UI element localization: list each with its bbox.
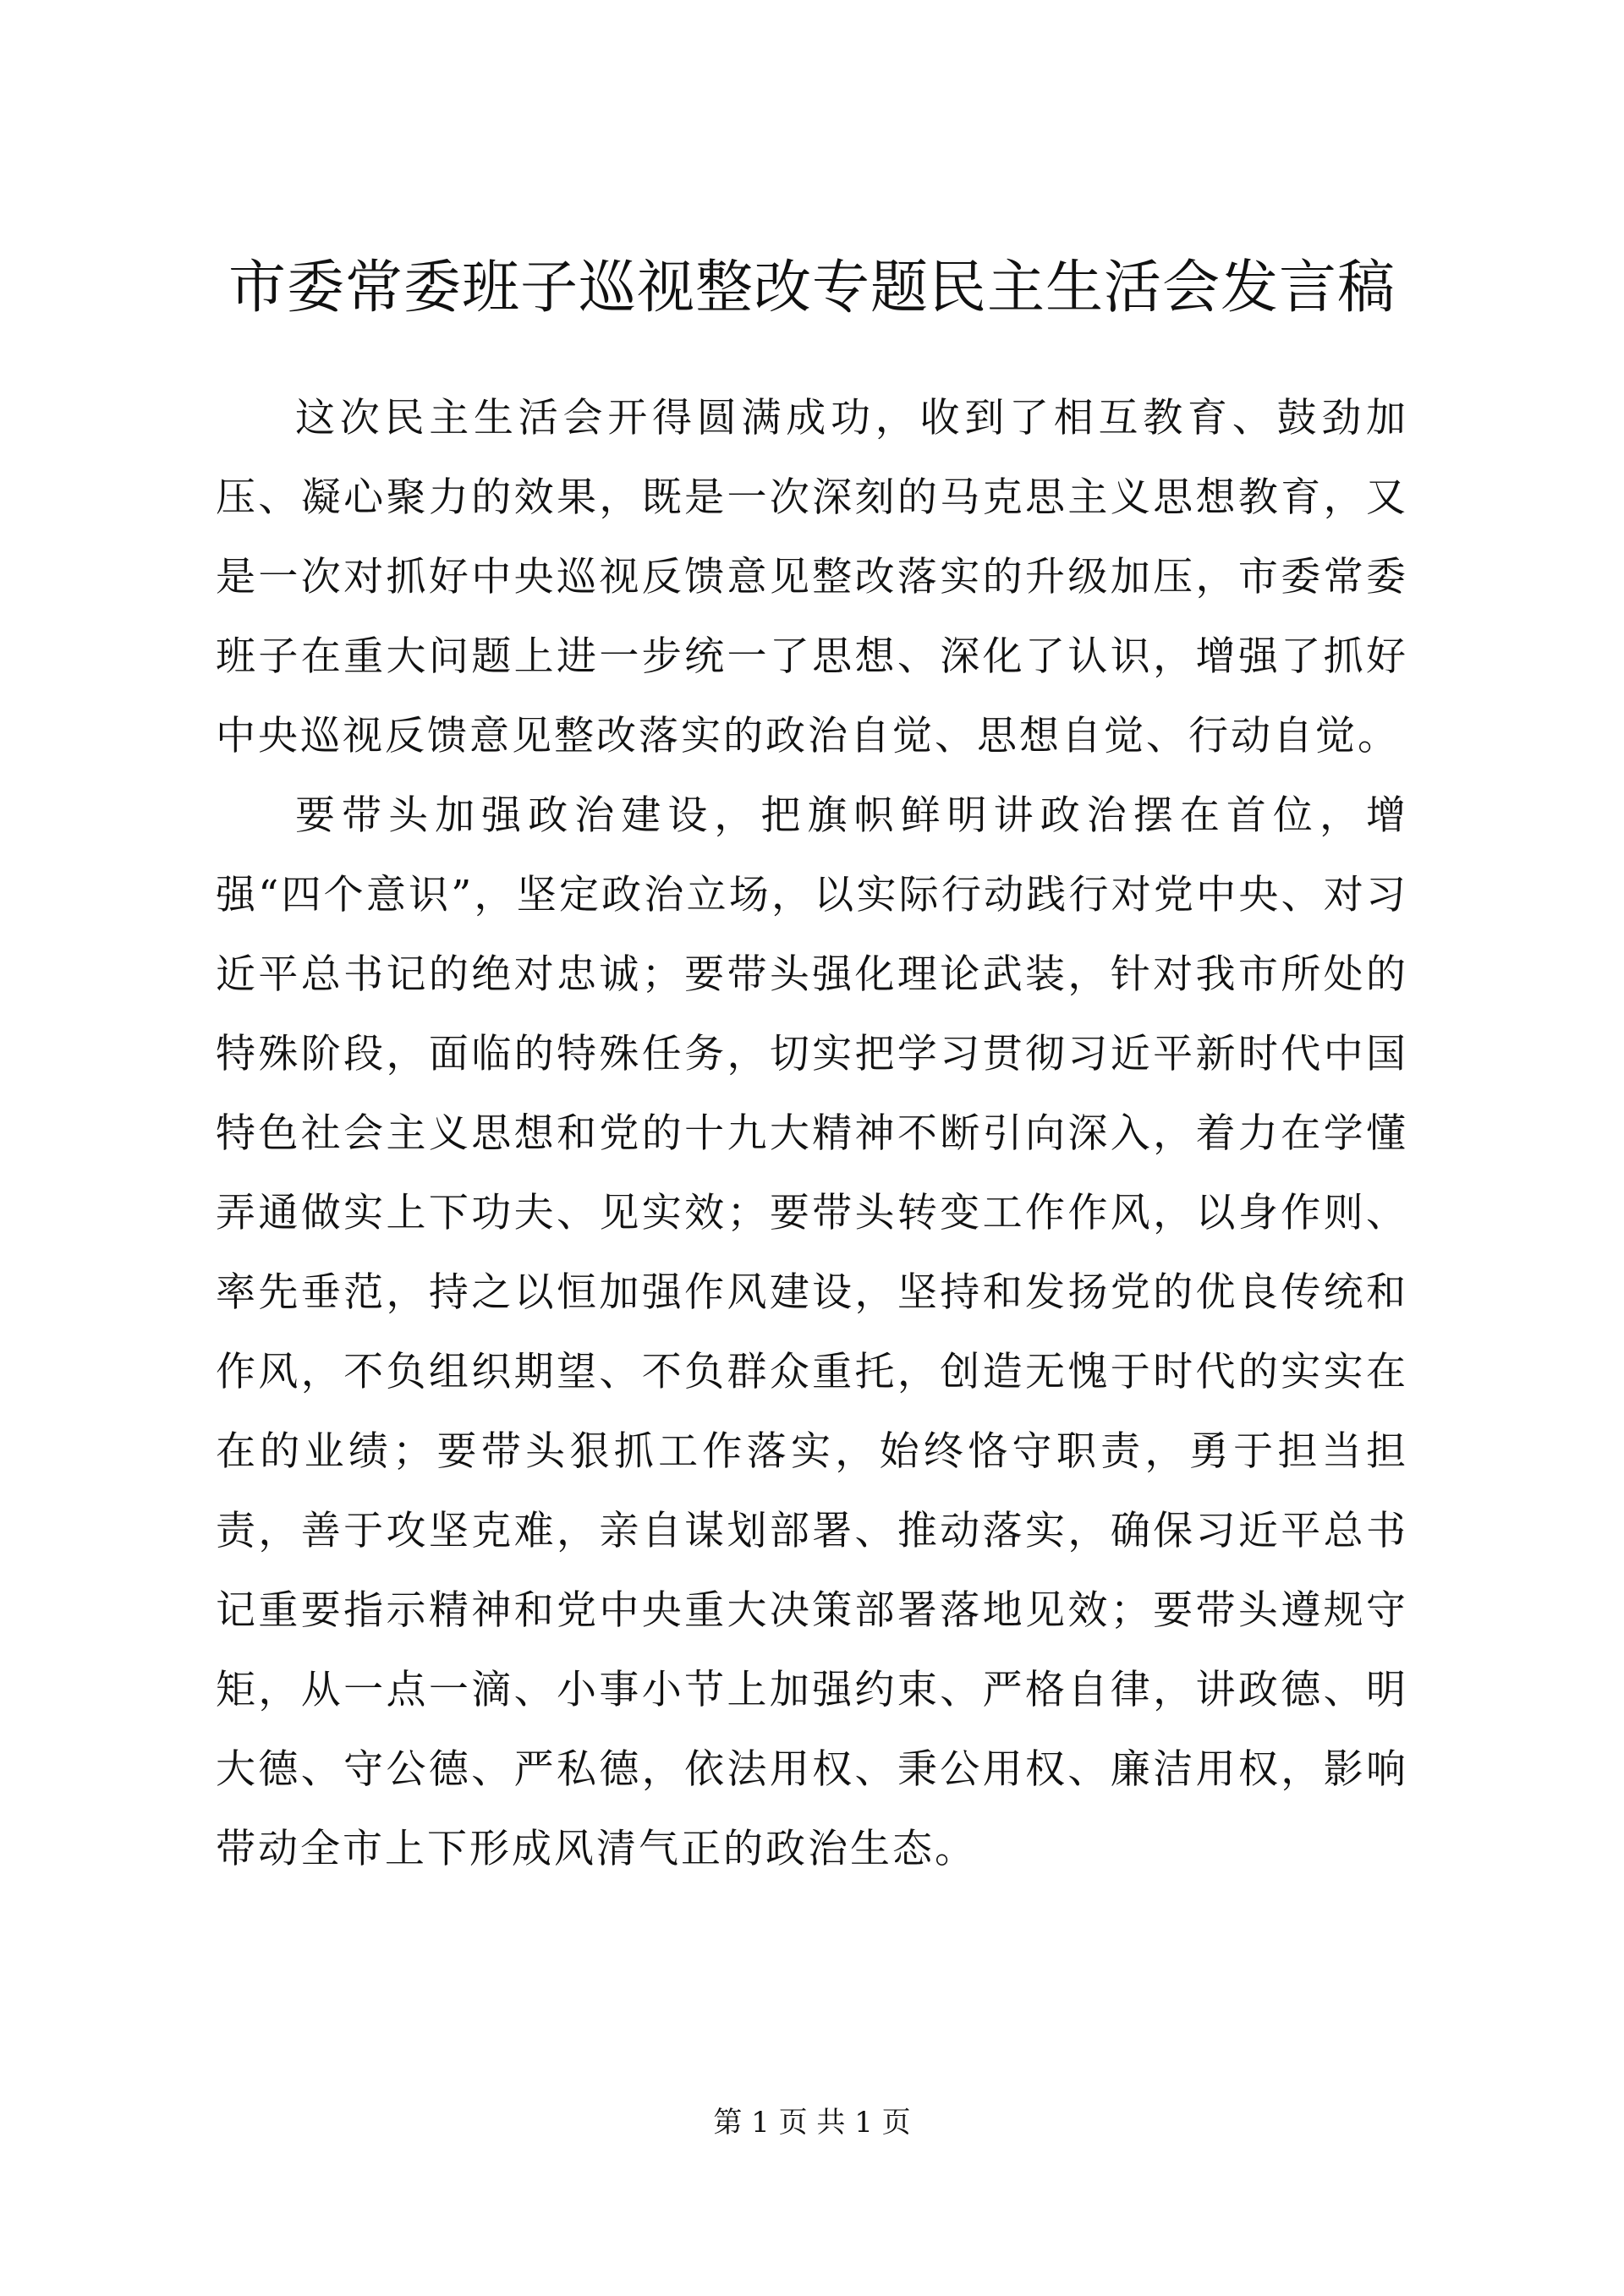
paragraph-2: 要带头加强政治建设，把旗帜鲜明讲政治摆在首位，增强“四个意识”，坚定政治立场，以实际行动践行对党中央、对习近平总书记的绝对忠诚；要带头强化理论武装，针对我市所处的特殊阶段，面临的特殊任务，切实把学习贯彻习近平新时代中国特色社会主义思想和党的十九大精神不断引向深入，着力在学懂弄通做实上下功夫、见实效；要带头转变工作作风，以身作则、率先垂范，持之以恒加强作风建设，坚持和发扬党的优良传统和作风，不负组织期望、不负群众重托，创造无愧于时代的实实在在的业绩；要带头狠抓工作落实，始终恪守职责，勇于担当担责，善于攻坚克难，亲自谋划部署、推动落实，确保习近平总书记重要指示精神和党中央重大决策部署落地见效；要带头遵规守矩，从一点一滴、小事小节上加强约束、严格自律，讲政德、明大德、守公德、严私德，依法用权、秉公用权、廉洁用权，影响带动全市上下形成风清气正的政治生态。: [216, 792, 1408, 1872]
document-title: 市委常委班子巡视整改专题民主生活会发言稿: [228, 255, 1396, 321]
page-footer: 第 1 页 共 1 页: [713, 2106, 911, 2140]
paragraph-1: 这次民主生活会开得圆满成功，收到了相互教育、鼓劲加压、凝心聚力的效果，既是一次深刻的马克思主义思想教育，又是一次对抓好中央巡视反馈意见整改落实的升级加压，市委常委班子在重大问题上进一步统一了思想、深化了认识，增强了抓好中央巡视反馈意见整改落实的政治自觉、思想自觉、行动自觉。: [216, 395, 1408, 759]
document-body: [216, 379, 1408, 1889]
